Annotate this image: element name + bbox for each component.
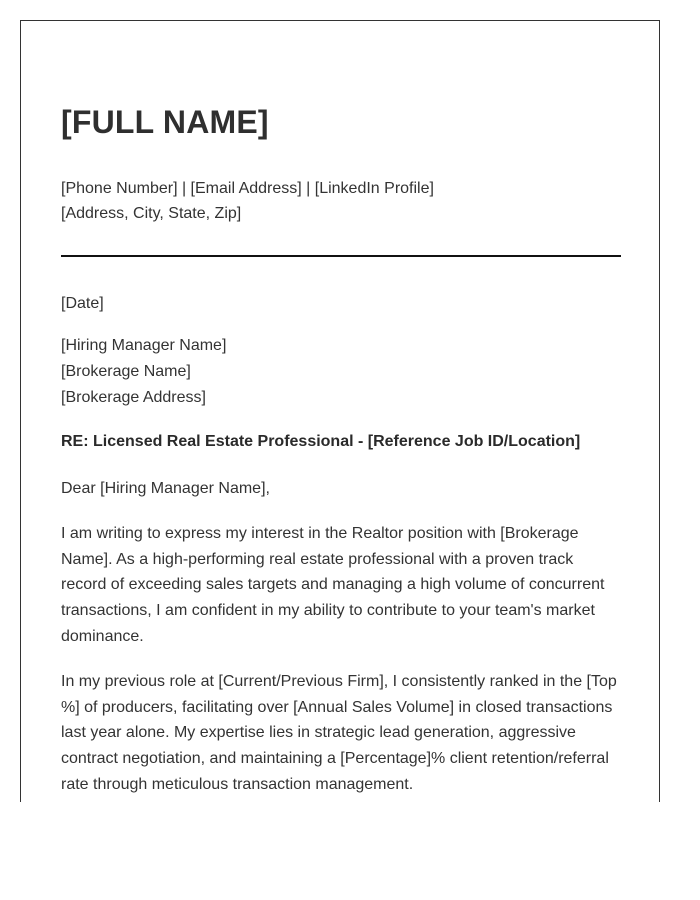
recipient-brokerage: [Brokerage Name]: [61, 363, 191, 380]
body-paragraph-1: I am writing to express my interest in the Realtor position with [Brokerage Name]. As a high-performing real estate professional with a proven track record of exceeding sales targets and managing a high volume of concurrent transactions, I am confident in my ability to contribute to your team's market dominance.: [61, 525, 605, 645]
subject-line: RE: Licensed Real Estate Professional - [Reference Job ID/Location]: [61, 433, 581, 450]
header-divider: [61, 255, 621, 257]
salutation: Dear [Hiring Manager Name],: [61, 480, 270, 497]
recipient-name: [Hiring Manager Name]: [61, 337, 227, 354]
contact-block: [61, 176, 434, 226]
recipient-address: [Brokerage Address]: [61, 389, 206, 406]
letter-date: [Date]: [61, 295, 104, 312]
contact-line-phone-email-linkedin: [Phone Number] | [Email Address] | [LinkedIn Profile]: [61, 180, 434, 197]
full-name-heading: [FULL NAME]: [61, 104, 269, 140]
body-paragraph-2: In my previous role at [Current/Previous Firm], I consistently ranked in the [Top %] of producers, facilitating over [Annual Sales Volume] in closed transactions last year alone. My expertise lies in strategic lead generation, aggressive contract negotiation, and maintaining a [Percentage]% client retention/referral rate through meticulous transaction management.: [61, 673, 617, 793]
letter-page: [20, 20, 660, 802]
recipient-block: [61, 333, 226, 411]
contact-line-address: [Address, City, State, Zip]: [61, 205, 242, 222]
